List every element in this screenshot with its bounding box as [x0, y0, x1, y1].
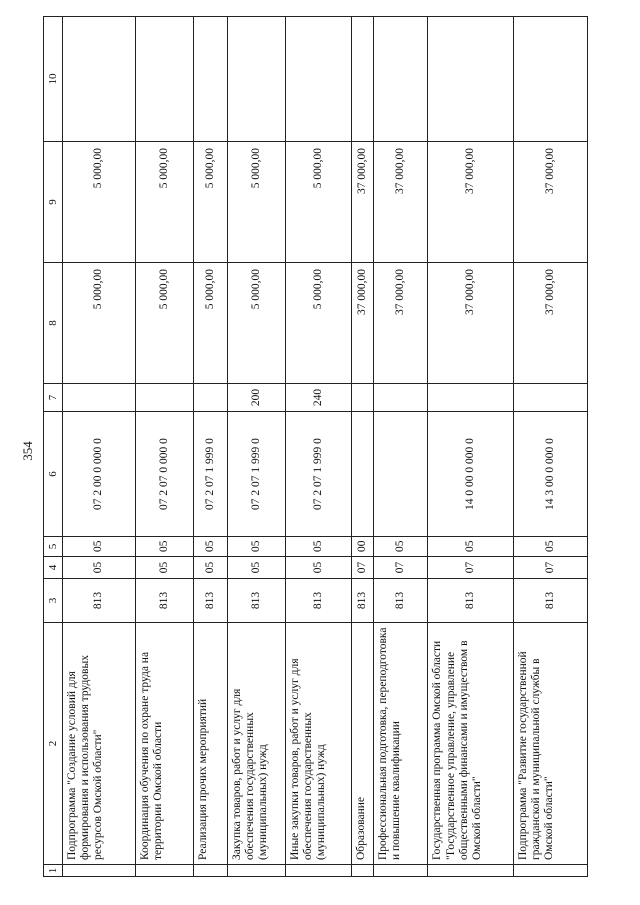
row-col3: 813 [514, 579, 588, 623]
row-col8: 5 000,00 [285, 263, 352, 384]
table-row [285, 17, 352, 877]
row-col7 [352, 384, 373, 412]
row-col7 [514, 384, 588, 412]
row-spacer [373, 865, 428, 877]
row-col8: 5 000,00 [193, 263, 227, 384]
table-row [227, 17, 285, 877]
row-name: Координация обучения по охране труда на территории Омской области [135, 623, 193, 865]
row-col4: 05 [227, 557, 285, 579]
row-spacer [227, 865, 285, 877]
row-spacer [428, 865, 514, 877]
row-col5: 05 [285, 537, 352, 557]
row-col5: 05 [514, 537, 588, 557]
row-col7 [63, 384, 136, 412]
row-col9: 5 000,00 [63, 142, 136, 263]
row-col7: 240 [285, 384, 352, 412]
header-cell: 10 [44, 17, 63, 142]
row-col5: 00 [352, 537, 373, 557]
row-col9: 5 000,00 [135, 142, 193, 263]
row-name: Закупка товаров, работ и услуг для обеспечения государственных (муниципальных) нужд [227, 623, 285, 865]
header-cell: 8 [44, 263, 63, 384]
row-col8: 5 000,00 [63, 263, 136, 384]
row-col7 [373, 384, 428, 412]
row-spacer [514, 865, 588, 877]
row-col8: 37 000,00 [352, 263, 373, 384]
row-col4: 05 [193, 557, 227, 579]
header-cell: 4 [44, 557, 63, 579]
row-col8: 37 000,00 [514, 263, 588, 384]
header-cell: 1 [44, 865, 63, 877]
row-name: Подпрограмма "Создание условий для формирования и использования трудовых ресурсов Омской области" [63, 623, 136, 865]
row-col3: 813 [135, 579, 193, 623]
row-col10 [285, 17, 352, 142]
row-name: Подпрограмма "Развитие государственной гражданской и муниципальной службы в Омской области" [514, 623, 588, 865]
header-cell: 3 [44, 579, 63, 623]
row-col9: 37 000,00 [352, 142, 373, 263]
row-col3: 813 [373, 579, 428, 623]
row-name: Образование [352, 623, 373, 865]
row-col4: 05 [135, 557, 193, 579]
table-row [63, 17, 136, 877]
row-col5: 05 [227, 537, 285, 557]
row-col3: 813 [352, 579, 373, 623]
row-name: Иные закупки товаров, работ и услуг для обеспечения государственных (муниципальных) нужд [285, 623, 352, 865]
row-col10 [193, 17, 227, 142]
row-col6: 07 2 07 1 999 0 [193, 412, 227, 537]
row-spacer [135, 865, 193, 877]
row-col9: 37 000,00 [373, 142, 428, 263]
header-row [44, 17, 63, 877]
row-col10 [63, 17, 136, 142]
row-col6: 07 2 00 0 000 0 [63, 412, 136, 537]
row-col4: 07 [514, 557, 588, 579]
table-row [193, 17, 227, 877]
page-number: 354 [20, 441, 35, 461]
row-col3: 813 [428, 579, 514, 623]
row-col3: 813 [227, 579, 285, 623]
header-cell: 7 [44, 384, 63, 412]
row-col7 [135, 384, 193, 412]
row-col9: 5 000,00 [227, 142, 285, 263]
row-col8: 5 000,00 [227, 263, 285, 384]
row-col5: 05 [428, 537, 514, 557]
table-row [135, 17, 193, 877]
header-cell: 5 [44, 537, 63, 557]
row-col3: 813 [285, 579, 352, 623]
row-col5: 05 [193, 537, 227, 557]
row-col9: 37 000,00 [514, 142, 588, 263]
row-spacer [285, 865, 352, 877]
row-col4: 07 [373, 557, 428, 579]
row-col9: 37 000,00 [428, 142, 514, 263]
row-col4: 05 [63, 557, 136, 579]
row-name: Государственная программа Омской области "Государственное управление, управление общественными финансами и имуществом в Омской области" [428, 623, 514, 865]
row-name: Реализация прочих мероприятий [193, 623, 227, 865]
row-col5: 05 [373, 537, 428, 557]
row-col6: 14 3 00 0 000 0 [514, 412, 588, 537]
row-col6: 14 0 00 0 000 0 [428, 412, 514, 537]
row-col4: 07 [352, 557, 373, 579]
row-col10 [514, 17, 588, 142]
table-row [352, 17, 373, 877]
row-col4: 07 [428, 557, 514, 579]
row-col10 [352, 17, 373, 142]
row-col10 [428, 17, 514, 142]
row-col10 [135, 17, 193, 142]
header-cell: 2 [44, 623, 63, 865]
row-col6 [373, 412, 428, 537]
row-name: Профессиональная подготовка, переподготовка и повышение квалификации [373, 623, 428, 865]
row-col6: 07 2 07 1 999 0 [227, 412, 285, 537]
table-row [428, 17, 514, 877]
row-col5: 05 [135, 537, 193, 557]
header-cell: 9 [44, 142, 63, 263]
row-col10 [373, 17, 428, 142]
row-col7 [428, 384, 514, 412]
row-spacer [63, 865, 136, 877]
row-col7: 200 [227, 384, 285, 412]
row-col9: 5 000,00 [285, 142, 352, 263]
row-col6 [352, 412, 373, 537]
row-col3: 813 [193, 579, 227, 623]
budget-table-rotated [43, 17, 588, 877]
row-col8: 37 000,00 [373, 263, 428, 384]
row-col6: 07 2 07 0 000 0 [135, 412, 193, 537]
table-row [514, 17, 588, 877]
row-col3: 813 [63, 579, 136, 623]
budget-table [43, 16, 588, 877]
row-spacer [352, 865, 373, 877]
row-col6: 07 2 07 1 999 0 [285, 412, 352, 537]
header-cell: 6 [44, 412, 63, 537]
row-spacer [193, 865, 227, 877]
row-col7 [193, 384, 227, 412]
row-col10 [227, 17, 285, 142]
row-col5: 05 [63, 537, 136, 557]
table-row [373, 17, 428, 877]
row-col8: 5 000,00 [135, 263, 193, 384]
row-col9: 5 000,00 [193, 142, 227, 263]
row-col8: 37 000,00 [428, 263, 514, 384]
row-col4: 05 [285, 557, 352, 579]
